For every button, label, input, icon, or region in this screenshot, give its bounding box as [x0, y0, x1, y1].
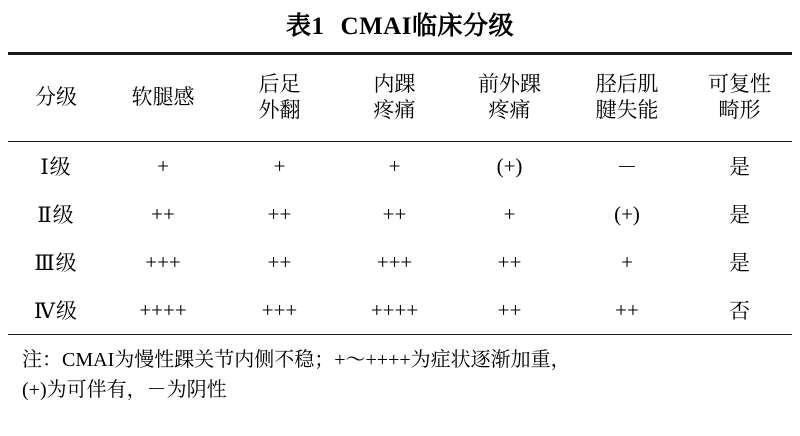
- table-title: [0, 0, 800, 52]
- cell-reducible-deformity: 否: [729, 299, 750, 323]
- cell-anterolateral-pain: ++: [497, 297, 522, 322]
- cell-tibialis-posterior-dysfunction: －: [616, 155, 638, 179]
- cell-anterolateral-pain: ++: [497, 249, 522, 274]
- cell-tibialis-posterior-dysfunction: (+): [614, 201, 640, 226]
- cmai-grading-table: [8, 55, 792, 141]
- cell-hindfoot-valgus: ++: [267, 249, 292, 274]
- header-medial-malleolus-pain: 内踝 疼痛: [373, 72, 416, 122]
- header-hindfoot-valgus: 后足 外翻: [258, 72, 301, 122]
- header-grade: 分级: [35, 85, 77, 110]
- cell-anterolateral-pain: (+): [496, 153, 523, 178]
- header-soft-leg: 软腿感: [131, 85, 195, 110]
- cmai-grading-body: [8, 142, 792, 334]
- header-anterolateral-pain: 前外踝 疼痛: [478, 72, 541, 122]
- cell-tibialis-posterior-dysfunction: +: [621, 249, 633, 274]
- cell-reducible-deformity: 是: [729, 251, 750, 275]
- table-row: [8, 190, 792, 238]
- row-grade: Ⅱ级: [37, 203, 75, 227]
- table-row: [8, 238, 792, 286]
- cell-hindfoot-valgus: +: [273, 153, 286, 178]
- cell-soft-leg: +++: [145, 249, 181, 274]
- cell-reducible-deformity: 是: [729, 203, 750, 227]
- row-grade: Ⅳ级: [34, 299, 78, 323]
- table-note-line-1: 注：CMAI为慢性踝关节内侧不稳；+～++++为症状逐渐加重，: [22, 349, 571, 371]
- cell-soft-leg: ++++: [139, 297, 187, 322]
- cell-hindfoot-valgus: +++: [261, 297, 298, 322]
- cell-tibialis-posterior-dysfunction: ++: [615, 297, 639, 322]
- cell-hindfoot-valgus: ++: [267, 201, 292, 226]
- cell-medial-malleolus-pain: ++: [382, 201, 407, 226]
- row-grade: Ⅲ级: [34, 251, 78, 275]
- table-header-row: [8, 55, 792, 141]
- table-number: 表1: [286, 13, 325, 40]
- cell-anterolateral-pain: +: [503, 201, 516, 226]
- cell-reducible-deformity: 是: [729, 155, 750, 179]
- table-caption: CMAI临床分级: [340, 13, 514, 40]
- header-reducible-deformity: 可复性 畸形: [708, 72, 771, 122]
- header-tibialis-posterior-dysfunction: 胫后肌 腱失能: [595, 72, 659, 122]
- table-row: [8, 142, 792, 190]
- table-row: [8, 286, 792, 334]
- cell-soft-leg: ++: [151, 201, 175, 226]
- cell-medial-malleolus-pain: +++: [376, 249, 413, 274]
- cell-medial-malleolus-pain: ++++: [370, 297, 419, 322]
- cell-medial-malleolus-pain: +: [388, 153, 401, 178]
- table-note: [0, 335, 800, 405]
- row-grade: Ⅰ级: [40, 155, 72, 179]
- table-note-line-2: (+)为可伴有，－为阴性: [22, 379, 227, 401]
- cell-soft-leg: +: [157, 153, 169, 178]
